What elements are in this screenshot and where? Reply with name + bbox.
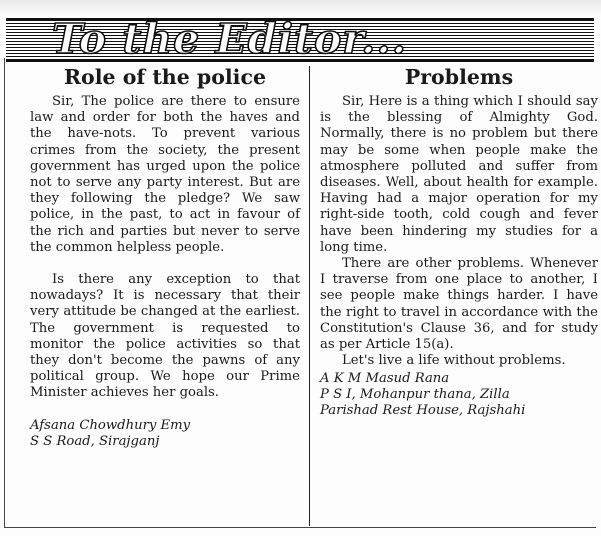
author-address-line: Parishad Rest House, Rajshahi: [320, 403, 526, 419]
section-masthead: [6, 18, 594, 62]
author-address: S S Road, Sirajganj: [30, 433, 160, 449]
letter-paragraph: Is there any exception to that nowadays? It is necessary that their very attitude be changed at the earliest. The government is requested to monitor the police activities so that they don't become the pawns of any political group. We hope our Prime Minister achieves her goals.: [30, 272, 300, 401]
column-divider: [309, 66, 310, 526]
author-address-line: P S I, Mohanpur thana, Zilla: [320, 387, 510, 403]
author-name: A K M Masud Rana: [320, 371, 450, 387]
letter-paragraph: Let's live a life without problems.: [342, 353, 566, 369]
author-name: Afsana Chowdhury Emy: [30, 417, 191, 433]
letter-paragraph: There are other problems. Whenever I traverse from one place to another, I see people make things harder. I have the right to travel in accordance with the Constitution's Clause 36, and for study as per Article 15(a).: [320, 256, 598, 353]
letter-heading: Problems: [404, 65, 514, 89]
letter-problems: [320, 64, 598, 524]
letter-heading: Role of the police: [64, 65, 266, 89]
frame-left-rule: [4, 58, 5, 528]
torn-top-edge: [0, 0, 601, 16]
masthead-title: To the Editor...: [52, 18, 407, 62]
frame-bottom-rule: [4, 527, 596, 528]
letter-paragraph: Sir, Here is a thing which I should say is the blessing of Almighty God. Normally, there is no problem but there may be some when people make the atmosphere polluted and suffer from diseases. Well, about health for example. Having had a major operation for my right-side tooth, cold cough and fever have been hindering my studies for a long time.: [320, 94, 598, 255]
letter-role-of-police: [30, 64, 300, 524]
letter-paragraph: Sir, The police are there to ensure law and order for both the haves and the have-nots. To prevent various crimes from the society, the present government has urged upon the police not to serve any party interest. But are they following the pledge? We saw police, in the past, to act in favour of the rich and parties but never to serve the common helpless people.: [30, 94, 300, 255]
